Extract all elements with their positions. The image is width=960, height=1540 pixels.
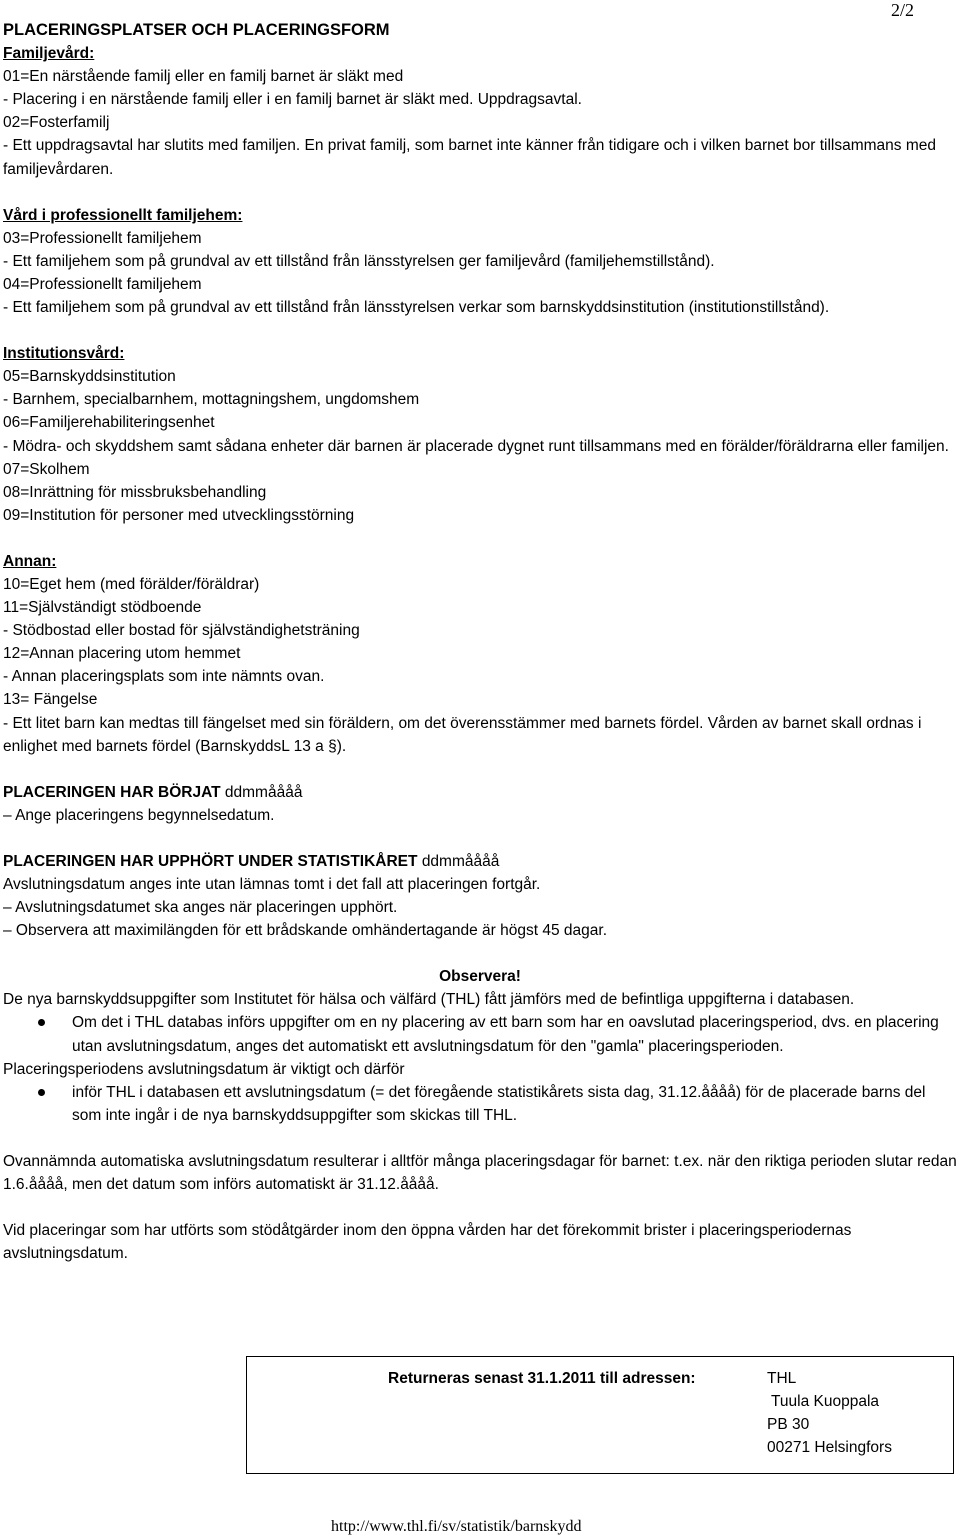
body-line: - Ett familjehem som på grundval av ett tillstånd från länsstyrelsen verkar som barnskyddsinstitution (institutionstillstånd). <box>3 299 830 317</box>
body-line: 05=Barnskyddsinstitution <box>3 368 176 386</box>
body-line: Avslutningsdatum anges inte utan lämnas tomt i det fall att placeringen fortgår. <box>3 876 541 893</box>
section-heading: PLACERINGEN HAR BÖRJAT <box>3 783 221 801</box>
body-line: - Ett uppdragsavtal har slutits med familjen. En privat familj, som barnet inte känner från tidigare och i vilken barnet bor tillsammans med familjevårdaren. <box>3 137 937 178</box>
body-line: 04=Professionellt familjehem <box>3 275 202 293</box>
observera-paragraph: Ovannämnda automatiska avslutningsdatum resulterar i alltför många placeringsdagar för barnet: t.ex. när den riktiga perioden slutar redan 1.6.åååå, men det datum som införs automatiskt är 31.12.åååå. <box>3 1152 957 1194</box>
list-item <box>3 1081 957 1127</box>
section-heading: Annan: <box>3 552 57 570</box>
footer-url-link[interactable]: http://www.thl.fi/sv/statistik/barnskydd <box>331 1518 582 1535</box>
body-line: 01=En närstående familj eller en familj barnet är släkt med <box>3 68 404 86</box>
observera-heading: Observera! <box>439 968 521 986</box>
section-professionellt <box>3 204 957 319</box>
section-observera <box>3 965 957 1265</box>
return-address-box <box>246 1356 954 1474</box>
document-title: PLACERINGSPLATSER OCH PLACERINGSFORM <box>3 21 390 39</box>
section-upphort <box>3 850 957 942</box>
list-item <box>3 1011 957 1057</box>
section-heading: PLACERINGEN HAR UPPHÖRT UNDER STATISTIKÅRET <box>3 852 418 870</box>
section-borjat <box>3 781 957 827</box>
body-line: - Ett litet barn kan medtas till fängelset med sin föräldern, om det överensstämmer med barnets fördel. Vården av barnet skall ordnas i enlighet med barnets fördel (BarnskyddsL 13 a §). <box>3 714 922 755</box>
body-line: – Ange placeringens begynnelsedatum. <box>3 806 275 824</box>
body-line: - Annan placeringsplats som inte nämnts ovan. <box>3 668 325 686</box>
section-heading: Familjevård: <box>3 45 95 63</box>
address-line: PB 30 <box>767 1416 810 1434</box>
section-institution <box>3 342 957 527</box>
bullet-icon <box>38 1019 45 1026</box>
body-line: – Avslutningsdatumet ska anges när placeringen upphört. <box>3 899 398 917</box>
address-line: 00271 Helsingfors <box>767 1439 892 1457</box>
address-line: Tuula Kuoppala <box>767 1393 880 1411</box>
section-annan <box>3 550 957 758</box>
body-line: - Stödbostad eller bostad för självständighetsträning <box>3 622 360 640</box>
address-line: THL <box>767 1370 797 1387</box>
body-line: – Observera att maximilängden för ett brådskande omhändertagande är högst 45 dagar. <box>3 922 608 940</box>
observera-paragraph: Vid placeringar som har utförts som stödåtgärder inom den öppna vården har det förekommit brister i placeringsperiodernas avslutningsdatum. <box>3 1222 852 1263</box>
date-format: ddmmåååå <box>224 783 303 801</box>
body-line: 07=Skolhem <box>3 460 90 478</box>
document-body <box>3 19 957 1265</box>
section-heading-line <box>3 781 957 804</box>
date-format: ddmmåååå <box>421 852 500 870</box>
section-heading: Institutionsvård: <box>3 345 125 363</box>
observera-middle: Placeringsperiodens avslutningsdatum är viktigt och därför <box>3 1060 405 1078</box>
page-number: 2/2 <box>890 0 914 20</box>
section-heading: Vård i professionellt familjehem: <box>3 206 243 224</box>
bullet-icon <box>38 1089 45 1096</box>
body-line: 08=Inrättning för missbruksbehandling <box>3 483 267 501</box>
body-line: 03=Professionellt familjehem <box>3 229 202 247</box>
body-line: - Ett familjehem som på grundval av ett tillstånd från länsstyrelsen ger familjevård (familjehemstillstånd). <box>3 252 715 270</box>
body-line: 06=Familjerehabiliteringsenhet <box>3 414 215 432</box>
body-line: 02=Fosterfamilj <box>3 114 110 132</box>
body-line: 12=Annan placering utom hemmet <box>3 645 241 663</box>
bullet-text: inför THL i databasen ett avslutningsdatum (= det föregående statistikårets sista dag, 31.12.åååå) för de placerade barns del som inte ingår i de nya barnskyddsuppgifter som skickas till THL. <box>72 1083 926 1124</box>
bullet-text: Om det i THL databas införs uppgifter om en ny placering av ett barn som har en oavslutad placeringsperiod, dvs. en placering utan avslutningsdatum, anges det automatiskt ett avslutningsdatum för den "gamla" placeringsperioden. <box>72 1014 939 1055</box>
bullet-list <box>3 1011 957 1057</box>
body-line: - Placering i en närstående familj eller i en familj barnet är släkt med. Uppdragsavtal. <box>3 91 582 109</box>
body-line: 10=Eget hem (med förälder/föräldrar) <box>3 575 260 593</box>
return-address <box>767 1367 892 1459</box>
body-line: 09=Institution för personer med utvecklingsstörning <box>3 506 355 524</box>
body-line: - Barnhem, specialbarnhem, mottagningshem, ungdomshem <box>3 391 420 409</box>
observera-intro: De nya barnskyddsuppgifter som Institutet för hälsa och välfärd (THL) fått jämförs med de befintliga uppgifterna i databasen. <box>3 991 855 1009</box>
section-familjevard <box>3 42 957 181</box>
return-label: Returneras senast 31.1.2011 till adressen: <box>388 1370 696 1387</box>
bullet-list <box>3 1081 957 1127</box>
body-line: - Mödra- och skyddshem samt sådana enheter där barnen är placerade dygnet runt tillsammans med en förälder/föräldrarna eller familjen. <box>3 437 949 455</box>
body-line: 11=Självständigt stödboende <box>3 599 202 617</box>
section-heading-line <box>3 850 957 873</box>
body-line: 13= Fängelse <box>3 691 98 709</box>
